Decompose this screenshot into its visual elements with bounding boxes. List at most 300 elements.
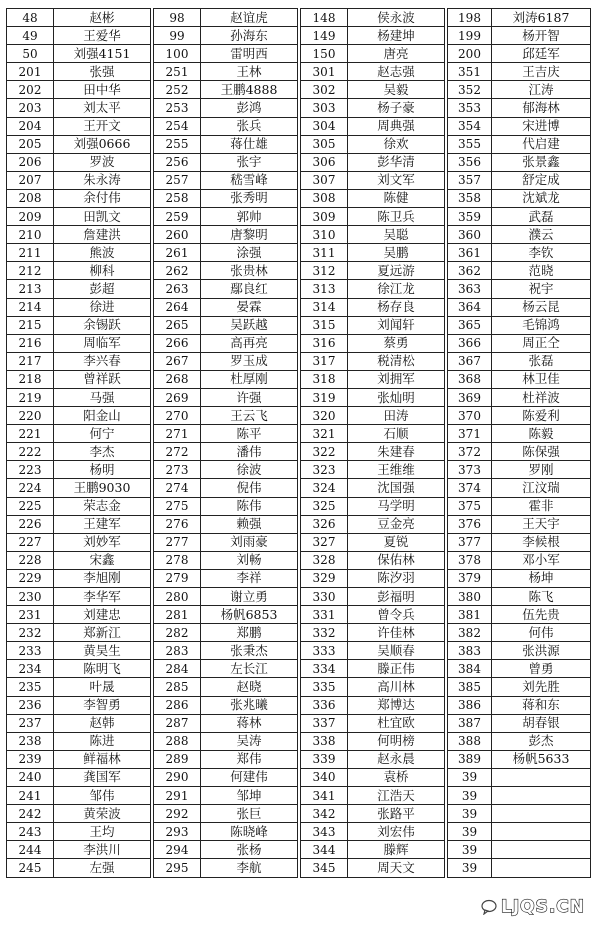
person-name: 潘伟 — [201, 443, 298, 461]
row-number: 332 — [301, 624, 348, 642]
row-number: 201 — [7, 63, 54, 81]
row-number: 282 — [154, 624, 201, 642]
person-name: 唐亮 — [348, 45, 445, 63]
person-name: 蔡勇 — [348, 334, 445, 352]
row-number: 220 — [7, 407, 54, 425]
person-name: 陈保强 — [492, 443, 591, 461]
row-number: 388 — [448, 732, 492, 750]
table-row — [301, 171, 445, 189]
person-name: 田涛 — [348, 407, 445, 425]
row-number: 236 — [7, 696, 54, 714]
person-name: 赵韩 — [54, 714, 151, 732]
row-number: 257 — [154, 171, 201, 189]
person-name: 邹坤 — [201, 787, 298, 805]
table-row — [154, 262, 298, 280]
table-row — [154, 805, 298, 823]
person-name: 彭华清 — [348, 153, 445, 171]
table-row — [448, 606, 591, 624]
chat-bubble-icon — [481, 899, 497, 915]
table-row — [448, 189, 591, 207]
table-row — [7, 153, 151, 171]
table-row — [448, 425, 591, 443]
table-row — [448, 533, 591, 551]
person-name: 张兵 — [201, 117, 298, 135]
table-row — [7, 787, 151, 805]
table-row — [301, 768, 445, 786]
row-number: 276 — [154, 515, 201, 533]
row-number: 378 — [448, 551, 492, 569]
table-row — [154, 732, 298, 750]
person-name: 吴鹏 — [348, 244, 445, 262]
person-name: 杜宜欧 — [348, 714, 445, 732]
table-row — [301, 226, 445, 244]
table-row — [301, 352, 445, 370]
row-number: 325 — [301, 497, 348, 515]
row-number: 233 — [7, 642, 54, 660]
table-row — [448, 841, 591, 859]
person-name: 陈平 — [201, 425, 298, 443]
person-name: 倪伟 — [201, 479, 298, 497]
table-row — [154, 27, 298, 45]
row-number: 39 — [448, 805, 492, 823]
table-row — [301, 551, 445, 569]
table-row — [7, 515, 151, 533]
person-name: 王鹏4888 — [201, 81, 298, 99]
person-name: 赵谊虎 — [201, 9, 298, 27]
table-row — [301, 841, 445, 859]
row-number: 293 — [154, 823, 201, 841]
row-number: 270 — [154, 407, 201, 425]
person-name: 江浩天 — [348, 787, 445, 805]
row-number: 245 — [7, 859, 54, 877]
row-number: 217 — [7, 352, 54, 370]
person-name — [492, 859, 591, 877]
table-row — [448, 117, 591, 135]
row-number: 285 — [154, 678, 201, 696]
row-number: 384 — [448, 660, 492, 678]
row-number: 314 — [301, 298, 348, 316]
row-number: 203 — [7, 99, 54, 117]
person-name: 吴顺春 — [348, 642, 445, 660]
person-name: 武磊 — [492, 208, 591, 226]
person-name: 涂强 — [201, 244, 298, 262]
person-name: 何建伟 — [201, 768, 298, 786]
table-row — [448, 805, 591, 823]
row-number: 322 — [301, 443, 348, 461]
person-name: 毛锦鸿 — [492, 316, 591, 334]
row-number: 150 — [301, 45, 348, 63]
table-row — [448, 588, 591, 606]
person-name: 胡春银 — [492, 714, 591, 732]
person-name: 罗波 — [54, 153, 151, 171]
person-name: 袁桥 — [348, 768, 445, 786]
person-name: 濮云 — [492, 226, 591, 244]
table-row — [154, 750, 298, 768]
watermark — [478, 894, 588, 920]
row-number: 269 — [154, 388, 201, 406]
row-number: 216 — [7, 334, 54, 352]
person-name: 徐欢 — [348, 135, 445, 153]
row-number: 48 — [7, 9, 54, 27]
person-name: 朱建春 — [348, 443, 445, 461]
watermark-text: LJQS.CN — [500, 897, 585, 917]
person-name: 夏远游 — [348, 262, 445, 280]
row-number: 312 — [301, 262, 348, 280]
table-row — [7, 805, 151, 823]
table-row — [448, 678, 591, 696]
table-row — [301, 244, 445, 262]
person-name: 杜厚刚 — [201, 370, 298, 388]
table-row — [448, 352, 591, 370]
person-name: 高川林 — [348, 678, 445, 696]
table-row — [154, 226, 298, 244]
row-number: 304 — [301, 117, 348, 135]
person-name: 杨明 — [54, 461, 151, 479]
row-number: 375 — [448, 497, 492, 515]
table-row — [154, 588, 298, 606]
row-number: 226 — [7, 515, 54, 533]
person-name: 税清松 — [348, 352, 445, 370]
row-number: 343 — [301, 823, 348, 841]
person-name: 范晓 — [492, 262, 591, 280]
person-name: 阳金山 — [54, 407, 151, 425]
table-row — [301, 588, 445, 606]
table-row — [448, 45, 591, 63]
table-row — [154, 624, 298, 642]
table-row — [7, 425, 151, 443]
table-row — [448, 9, 591, 27]
person-name: 田中华 — [54, 81, 151, 99]
row-number: 39 — [448, 787, 492, 805]
table-row — [154, 370, 298, 388]
table-row — [301, 569, 445, 587]
table-row — [301, 262, 445, 280]
row-number: 256 — [154, 153, 201, 171]
person-name: 陈爱利 — [492, 407, 591, 425]
person-name: 邹伟 — [54, 787, 151, 805]
person-name: 邓小军 — [492, 551, 591, 569]
table-row — [301, 63, 445, 81]
table-row — [448, 27, 591, 45]
person-name: 刘雨豪 — [201, 533, 298, 551]
person-name: 张贵林 — [201, 262, 298, 280]
table-row — [448, 768, 591, 786]
table-row — [301, 678, 445, 696]
row-number: 272 — [154, 443, 201, 461]
row-number: 278 — [154, 551, 201, 569]
row-number: 359 — [448, 208, 492, 226]
row-number: 98 — [154, 9, 201, 27]
person-name: 滕正伟 — [348, 660, 445, 678]
row-number: 341 — [301, 787, 348, 805]
table-row — [448, 696, 591, 714]
person-name: 吴跃越 — [201, 316, 298, 334]
row-number: 369 — [448, 388, 492, 406]
person-name: 杨帆6853 — [201, 606, 298, 624]
table-row — [154, 81, 298, 99]
person-name: 代启建 — [492, 135, 591, 153]
table-row — [154, 352, 298, 370]
person-name: 罗玉成 — [201, 352, 298, 370]
person-name: 田凯文 — [54, 208, 151, 226]
table-row — [154, 660, 298, 678]
row-number: 274 — [154, 479, 201, 497]
row-number: 100 — [154, 45, 201, 63]
table-row — [301, 696, 445, 714]
person-name: 邱廷军 — [492, 45, 591, 63]
row-number: 219 — [7, 388, 54, 406]
table-row — [448, 515, 591, 533]
row-number: 209 — [7, 208, 54, 226]
person-name — [492, 823, 591, 841]
row-number: 243 — [7, 823, 54, 841]
row-number: 363 — [448, 280, 492, 298]
row-number: 291 — [154, 787, 201, 805]
person-name: 刘宏伟 — [348, 823, 445, 841]
row-number: 275 — [154, 497, 201, 515]
row-number: 287 — [154, 714, 201, 732]
person-name: 杜祥波 — [492, 388, 591, 406]
person-name: 王爱华 — [54, 27, 151, 45]
row-number: 342 — [301, 805, 348, 823]
row-number: 373 — [448, 461, 492, 479]
row-number: 255 — [154, 135, 201, 153]
row-number: 358 — [448, 189, 492, 207]
row-number: 39 — [448, 823, 492, 841]
person-name: 李杰 — [54, 443, 151, 461]
person-name: 江涛 — [492, 81, 591, 99]
person-name — [492, 841, 591, 859]
person-name: 王均 — [54, 823, 151, 841]
row-number: 335 — [301, 678, 348, 696]
row-number: 223 — [7, 461, 54, 479]
table-row — [448, 714, 591, 732]
row-number: 319 — [301, 388, 348, 406]
row-number: 224 — [7, 479, 54, 497]
row-number: 241 — [7, 787, 54, 805]
row-number: 353 — [448, 99, 492, 117]
person-name: 周典强 — [348, 117, 445, 135]
table-row — [154, 63, 298, 81]
row-number: 333 — [301, 642, 348, 660]
row-number: 351 — [448, 63, 492, 81]
person-name: 郑伟 — [201, 750, 298, 768]
table-row — [301, 99, 445, 117]
row-number: 310 — [301, 226, 348, 244]
row-number: 361 — [448, 244, 492, 262]
person-name: 李智勇 — [54, 696, 151, 714]
table-row — [448, 569, 591, 587]
table-row — [154, 696, 298, 714]
row-number: 302 — [301, 81, 348, 99]
table-row — [301, 479, 445, 497]
table-row — [154, 515, 298, 533]
person-name: 刘畅 — [201, 551, 298, 569]
table-row — [7, 280, 151, 298]
row-number: 301 — [301, 63, 348, 81]
table-row — [154, 461, 298, 479]
person-name: 周天文 — [348, 859, 445, 877]
row-number: 357 — [448, 171, 492, 189]
person-name: 刘先胜 — [492, 678, 591, 696]
table-row — [301, 81, 445, 99]
person-name: 郑新江 — [54, 624, 151, 642]
person-name: 郑博达 — [348, 696, 445, 714]
person-name: 刘拥军 — [348, 370, 445, 388]
person-name: 雷明西 — [201, 45, 298, 63]
table-row — [154, 479, 298, 497]
table-row — [301, 370, 445, 388]
row-number: 370 — [448, 407, 492, 425]
person-name: 李旭刚 — [54, 569, 151, 587]
table-row — [301, 642, 445, 660]
table-row — [301, 9, 445, 27]
table-row — [301, 27, 445, 45]
row-number: 261 — [154, 244, 201, 262]
person-name: 晏霖 — [201, 298, 298, 316]
table-row — [154, 117, 298, 135]
table-row — [154, 859, 298, 877]
table-row — [7, 334, 151, 352]
row-number: 379 — [448, 569, 492, 587]
row-number: 222 — [7, 443, 54, 461]
table-row — [7, 208, 151, 226]
row-number: 260 — [154, 226, 201, 244]
person-name: 徐进 — [54, 298, 151, 316]
row-number: 344 — [301, 841, 348, 859]
person-name: 何宁 — [54, 425, 151, 443]
row-number: 317 — [301, 352, 348, 370]
person-name: 杨开智 — [492, 27, 591, 45]
table-row — [7, 696, 151, 714]
person-name: 豆金亮 — [348, 515, 445, 533]
table-row — [154, 407, 298, 425]
person-name: 杨云昆 — [492, 298, 591, 316]
table-row — [448, 81, 591, 99]
row-number: 267 — [154, 352, 201, 370]
person-name: 詹建洪 — [54, 226, 151, 244]
row-number: 50 — [7, 45, 54, 63]
table-row — [7, 9, 151, 27]
table-row — [7, 678, 151, 696]
table-row — [448, 153, 591, 171]
person-name: 郁海林 — [492, 99, 591, 117]
table-row — [301, 714, 445, 732]
table-row — [154, 135, 298, 153]
person-name: 吴毅 — [348, 81, 445, 99]
person-name: 曾祥跃 — [54, 370, 151, 388]
person-name: 高再亮 — [201, 334, 298, 352]
table-row — [448, 479, 591, 497]
row-number: 316 — [301, 334, 348, 352]
person-name: 许强 — [201, 388, 298, 406]
person-name: 刘妙军 — [54, 533, 151, 551]
table-row — [7, 262, 151, 280]
person-name: 张灿明 — [348, 388, 445, 406]
person-name: 左长江 — [201, 660, 298, 678]
row-number: 240 — [7, 768, 54, 786]
table-row — [301, 823, 445, 841]
table-row — [448, 461, 591, 479]
row-number: 252 — [154, 81, 201, 99]
row-number: 221 — [7, 425, 54, 443]
row-number: 387 — [448, 714, 492, 732]
person-name: 杨存良 — [348, 298, 445, 316]
table-row — [154, 642, 298, 660]
table-row — [301, 153, 445, 171]
table-row — [7, 407, 151, 425]
roster-table-4 — [447, 8, 591, 878]
row-number: 251 — [154, 63, 201, 81]
table-row — [7, 298, 151, 316]
person-name: 陈明飞 — [54, 660, 151, 678]
row-number: 242 — [7, 805, 54, 823]
table-row — [7, 171, 151, 189]
row-number: 292 — [154, 805, 201, 823]
row-number: 366 — [448, 334, 492, 352]
person-name: 王天宇 — [492, 515, 591, 533]
table-row — [7, 642, 151, 660]
person-name: 李洪川 — [54, 841, 151, 859]
row-number: 253 — [154, 99, 201, 117]
person-name — [492, 805, 591, 823]
row-number: 39 — [448, 859, 492, 877]
row-number: 205 — [7, 135, 54, 153]
table-row — [7, 569, 151, 587]
table-row — [7, 660, 151, 678]
table-row — [154, 99, 298, 117]
person-name: 伍先贵 — [492, 606, 591, 624]
person-name: 李祥 — [201, 569, 298, 587]
person-name: 王维维 — [348, 461, 445, 479]
person-name: 刘太平 — [54, 99, 151, 117]
person-name: 沈国强 — [348, 479, 445, 497]
row-number: 295 — [154, 859, 201, 877]
table-row — [7, 388, 151, 406]
row-number: 374 — [448, 479, 492, 497]
row-number: 365 — [448, 316, 492, 334]
row-number: 202 — [7, 81, 54, 99]
table-row — [448, 262, 591, 280]
person-name: 赵晓 — [201, 678, 298, 696]
table-row — [7, 551, 151, 569]
table-row — [7, 443, 151, 461]
table-row — [154, 9, 298, 27]
person-name: 刘文军 — [348, 171, 445, 189]
table-row — [7, 588, 151, 606]
row-number: 330 — [301, 588, 348, 606]
table-row — [154, 153, 298, 171]
person-name: 王建军 — [54, 515, 151, 533]
table-row — [301, 660, 445, 678]
row-number: 208 — [7, 189, 54, 207]
table-row — [301, 334, 445, 352]
table-row — [154, 298, 298, 316]
person-name: 朱永涛 — [54, 171, 151, 189]
table-row — [301, 388, 445, 406]
table-row — [301, 135, 445, 153]
table-row — [301, 750, 445, 768]
table-row — [7, 135, 151, 153]
row-number: 206 — [7, 153, 54, 171]
table-row — [448, 63, 591, 81]
table-row — [448, 298, 591, 316]
row-number: 309 — [301, 208, 348, 226]
table-row — [7, 841, 151, 859]
row-number: 331 — [301, 606, 348, 624]
person-name: 陈晓峰 — [201, 823, 298, 841]
table-row — [7, 823, 151, 841]
